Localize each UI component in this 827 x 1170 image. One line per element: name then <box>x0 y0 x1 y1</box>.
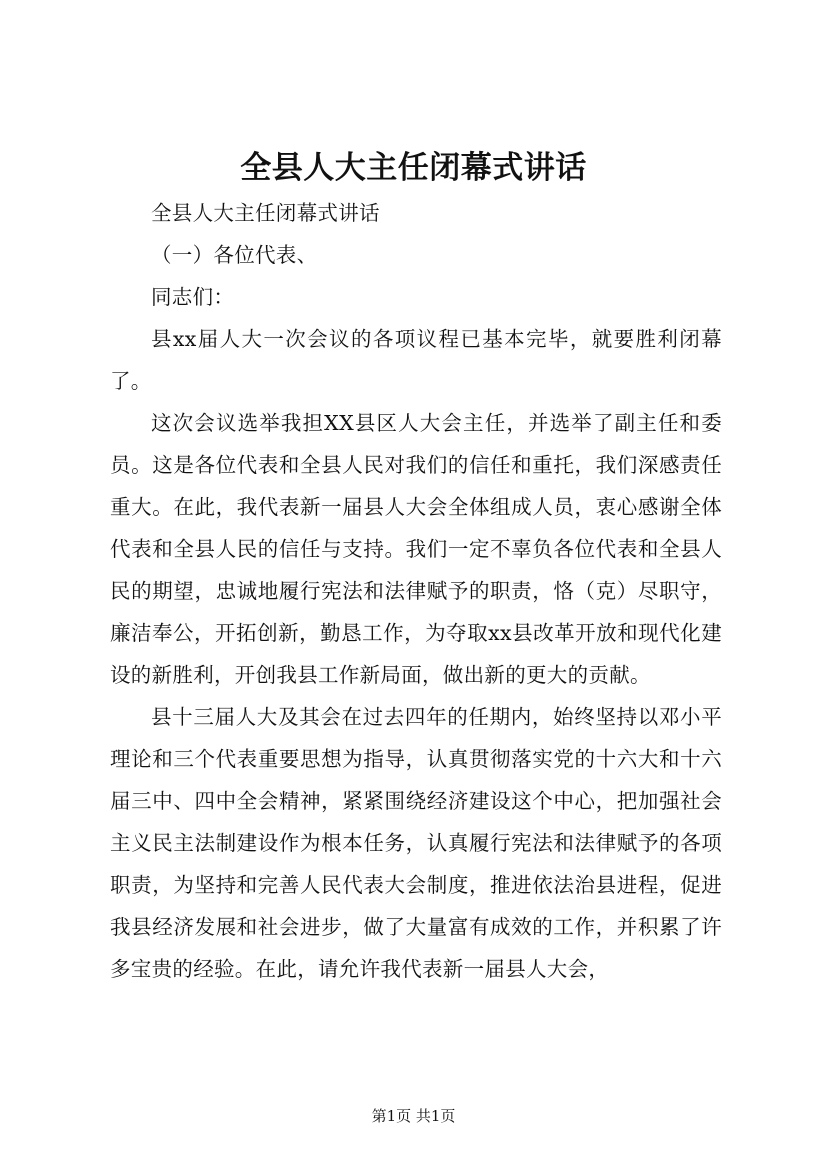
page-footer: 第1页 共1页 <box>371 1107 456 1125</box>
document-title: 全县人大主任闭幕式讲话 <box>240 150 587 186</box>
paragraph-opening: 县xx届人大一次会议的各项议程已基本完毕，就要胜利闭幕了。 <box>110 327 722 393</box>
paragraph-review: 县十三届人大及其会在过去四年的任期内，始终坚持以邓小平理论和三个代表重要思想为指导，认真贯彻落实党的十六大和十六届三中、四中全会精神，紧紧围绕经济建设这个中心，把加强社会主义民主法制建设作为根本任务，认真履行宪法和法律赋予的各项职责，为坚持和完善人民代表大会制度，推进依法治县进程，促进我县经济发展和社会进步，做了大量富有成效的工作，并积累了许多宝贵的经验。在此，请允许我代表新一届县人大会， <box>110 705 722 981</box>
paragraph-salutation-2: 同志们： <box>151 285 235 309</box>
paragraph-salutation-1: （一）各位代表、 <box>151 243 318 267</box>
paragraph-subtitle: 全县人大主任闭幕式讲话 <box>151 201 380 225</box>
paragraph-election: 这次会议选举我担XX县区人大会主任，并选举了副主任和委员。这是各位代表和全县人民对我们的信任和重托，我们深感责任重大。在此，我代表新一届县人大会全体组成人员，衷心感谢全体代表和全县人民的信任与支持。我们一定不辜负各位代表和全县人民的期望，忠诚地履行宪法和法律赋予的职责，恪（克）尽职守，廉洁奉公，开拓创新，勤恳工作，为夺取xx县改革开放和现代化建设的新胜利，开创我县工作新局面，做出新的更大的贡献。 <box>110 411 722 687</box>
document-body <box>110 192 722 990</box>
